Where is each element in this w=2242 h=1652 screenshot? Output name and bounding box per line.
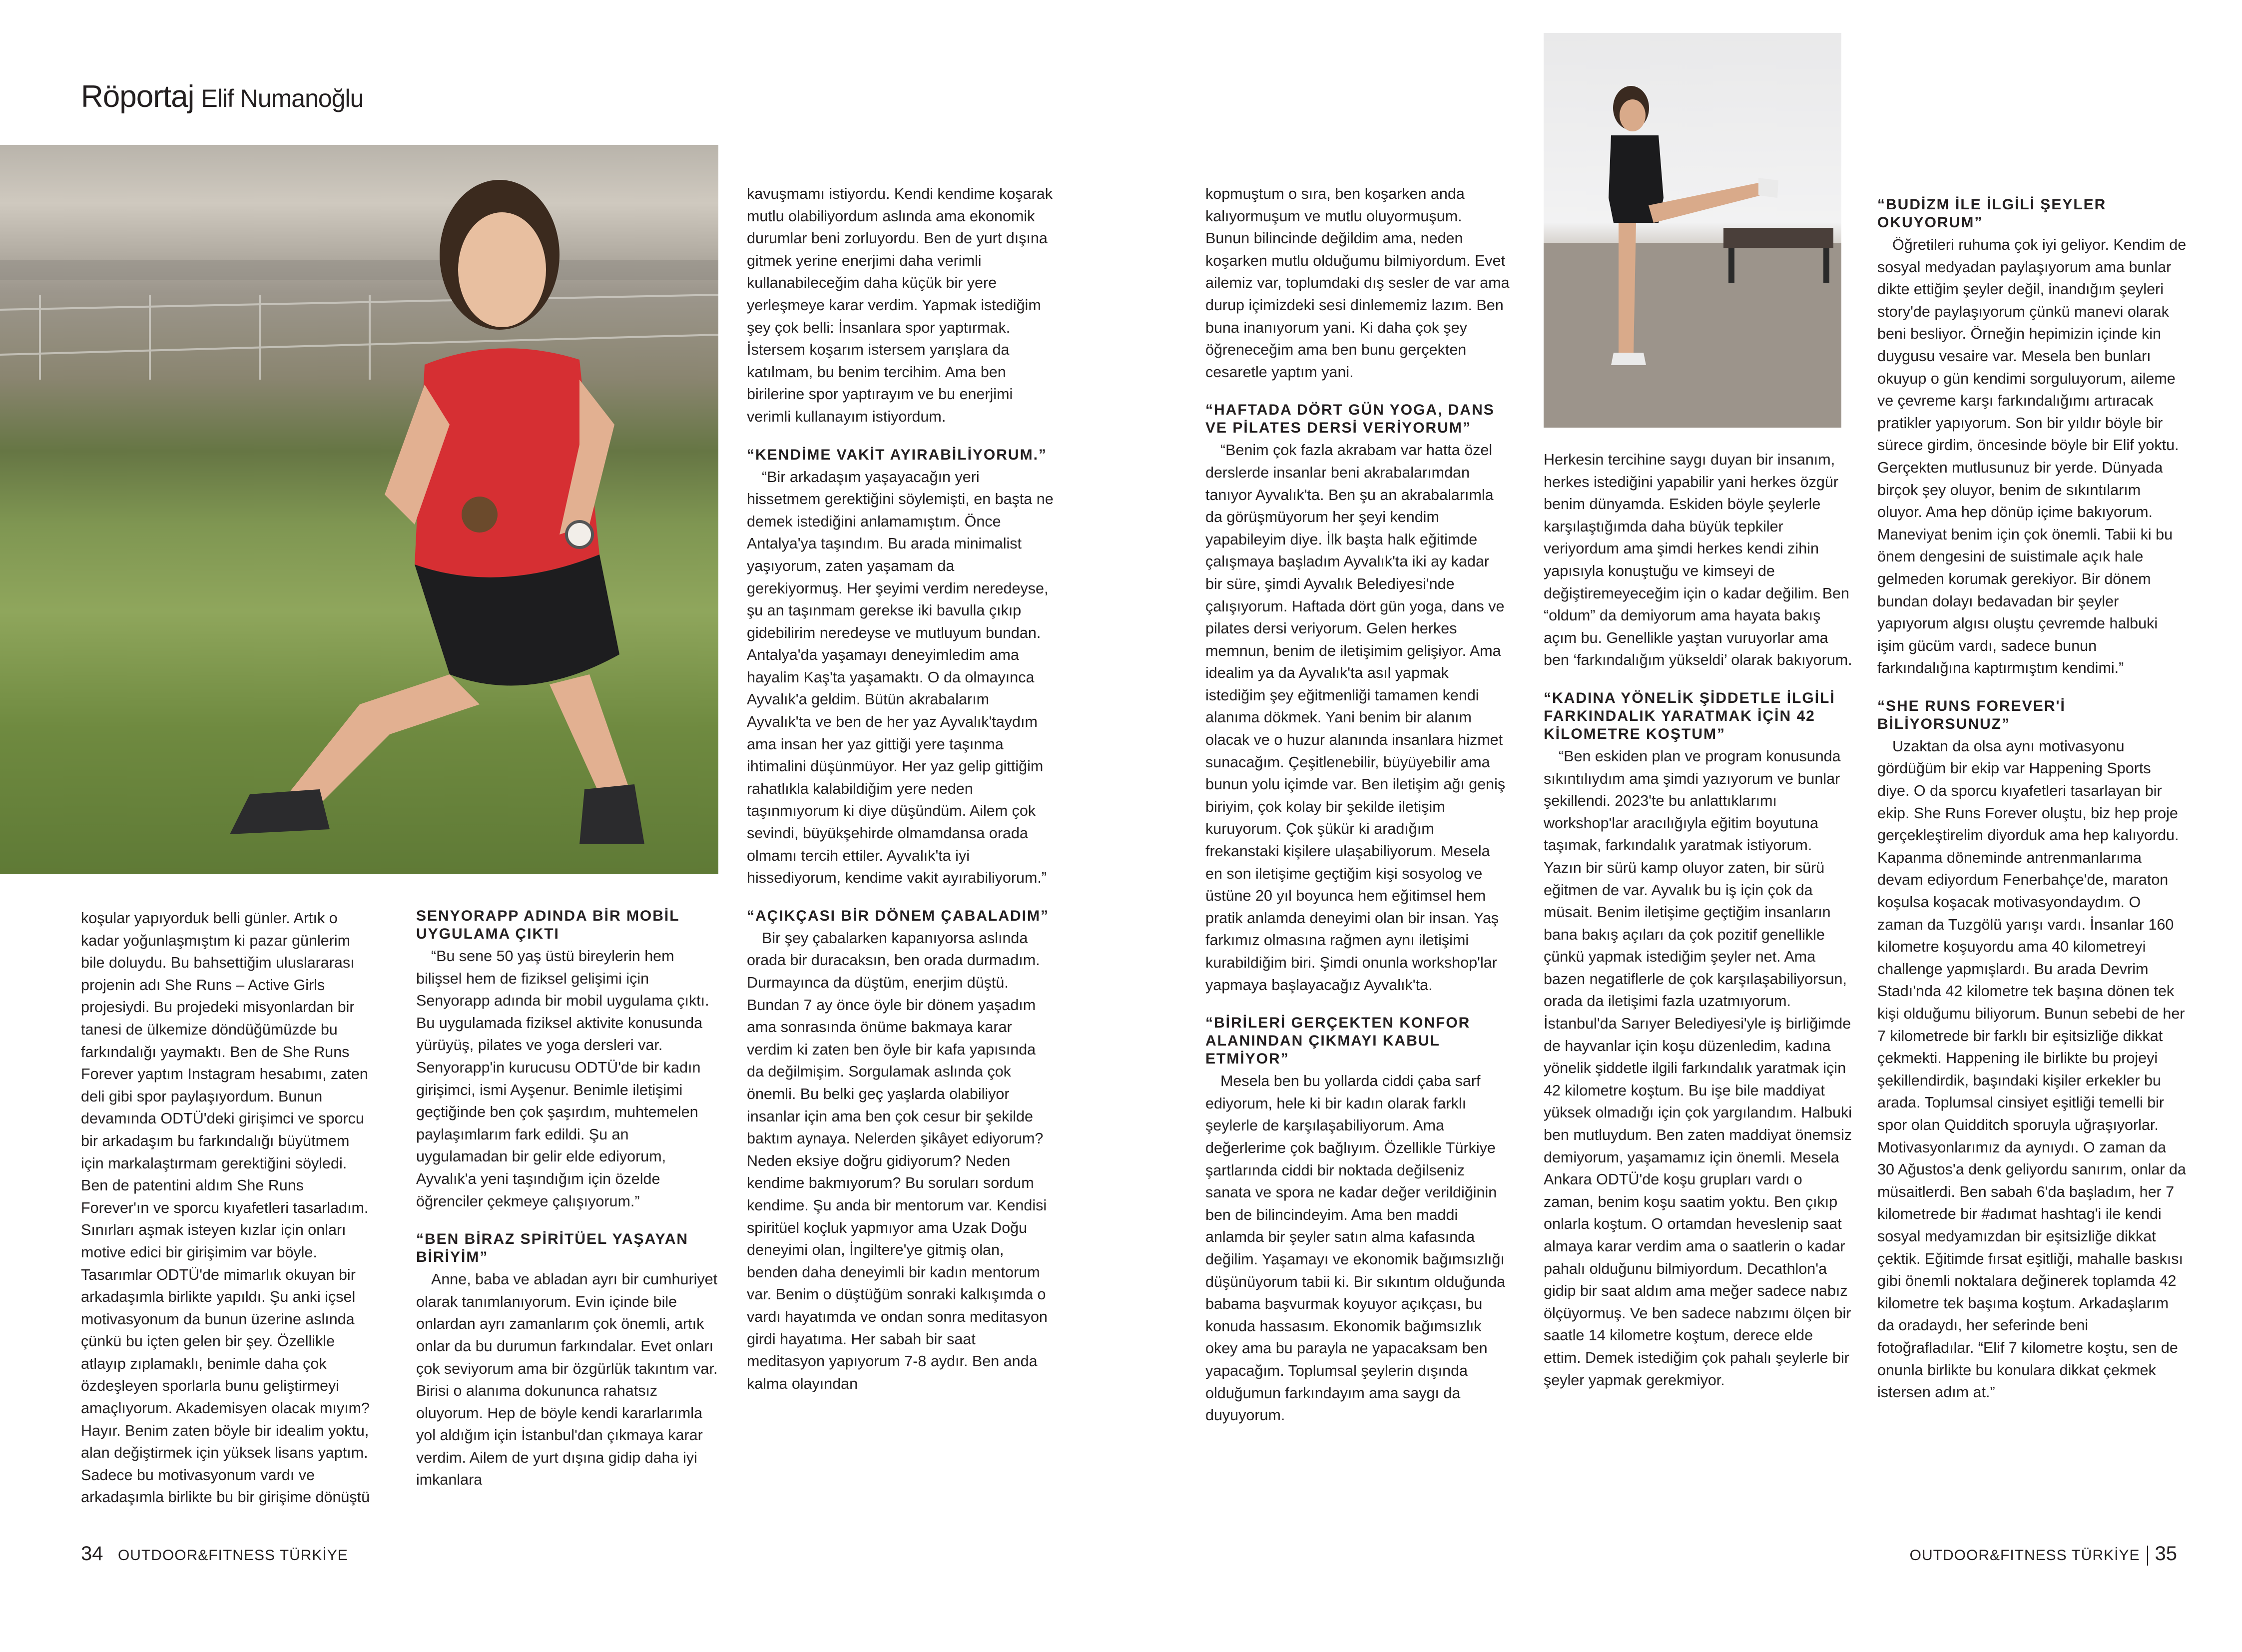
column-2 — [416, 907, 721, 1491]
section-title: Röportaj — [81, 79, 194, 114]
kick-illustration — [1544, 33, 1841, 428]
author-name: Elif Numanoğlu — [201, 84, 364, 112]
footer-left — [81, 1543, 348, 1565]
subheading: “HAFTADA DÖRT GÜN YOGA, DANS VE PİLATES DERSİ VERİYORUM” — [1205, 402, 1495, 437]
paragraph: Mesela ben bu yollarda ciddi çaba sarf ediyorum, hele ki bir kadın olarak farklı şeylerle de karşılaşabiliyorum. Ama değerlerime çok bağlıyım. Özellikle Türkiye şartlarında ciddi bir noktada değilseniz sanata ve spora ne kadar değer verildiğinin ben de bilincindeyim. Ama ben maddi anlamda bir şeyler satın alma kafasında değilim. Yaşamayı ve ekonomik bağımsızlığı düşünüyorum tabii ki. Bir sıkıntım olduğunda babama başvurmak koyuyor açıkçası, bu konuda hassasım. Ekonomik bağımsızlık okey ama bu parayla ne yapacaksam ben yapacağım. Toplumsal şeylerin dışında olduğumun farkındayım ama saygı da duyuyorum. — [1205, 1073, 1506, 1424]
page-number: 34 — [81, 1543, 103, 1565]
runner-illustration — [0, 145, 718, 874]
column-5 — [1544, 449, 1853, 1391]
column-6 — [1877, 196, 2187, 1404]
column-1 — [81, 907, 373, 1509]
subheading: SENYORAPP ADINDA BİR MOBİL UYGULAMA ÇIKTI — [416, 908, 680, 942]
right-page — [1121, 0, 2242, 1652]
paragraph: Uzaktan da olsa aynı motivasyonu gördüğüm bir ekip var Happening Sports diye. O da sporcu kıyafetleri tasarlayan bir ekip. She Runs Forever oluştu, biz hep proje gerçekleştirelim diyorduk ama hep kalıyordu. Kapanma döneminde antrenmanlarıma devam ediyordum Fenerbahçe'de, maraton koşulsa koşacak motivasyondaydım. O zaman da Tuzgölü yarışı vardı. İnsanlar 160 kilometre koşuyordu ama 40 kilometreyi challenge yapmışlardı. Bu arada Devrim Stadı'nda 42 kilometre tek başına dönen tek kişi olduğumu biliyorum. Bunun sebebi de her 7 kilometrede bir farklı bir eşitsizliğe dikkat çekmekti. Happening ile birlikte bu projeyi şekillendirdik, başındaki kişiler erkekler bu arada. Toplumsal cinsiyet eşitliği temelli bir spor olan Quidditch sporuyla uğraşıyorlar. Motivasyonlarımız da aynıydı. O zaman da 30 Ağustos'a denk geliyordu sanırım, onlar da müsaitlerdi. Ben sabah 6'da başladım, her 7 kilometrede bir #adımat hashtag'i ile kendi sosyal medyamızdan bir eşitsizliğe dikkat çektik. Eğitimde fırsat eşitliği, mahalle baskısı gibi önemli noktalara değinerek toplamda 42 kilometre tek başıma koştum. Arkadaşlarım da oradaydı, her seferinde beni fotoğrafladılar. “Elif 7 kilometre koştu, sen de onunla birlikte bu konulara dikkat çekmek istersen adım at.” — [1877, 737, 2186, 1401]
paragraph: “Ben eskiden plan ve program konusunda sıkıntılıydım ama şimdi yazıyorum ve bunlar şekillendi. 2023'te bu anlattıklarımı workshop'lar aracılığıyla eğitim boyutuna taşımak, farkındalık yaratmak istiyorum. Yazın bir sürü kamp oluyor zaten, bir sürü eğitmen de var. Ayvalık bu iş için çok da müsait. Benim iletişime geçtiğim insanların bana bakış açıları da çok pozitif genellikle çünkü yapmak istediğim şeyler net. Ama bazen negatiflerle de çok karşılaşabiliyorsun, orada da iletişimi fazla uzatmıyorum. İstanbul'da Sarıyer Belediyesi'yle iş birliğimde de hayvanlar için koşu düzenledim, kadına yönelik şiddetle ilgili farkındalık yaratmak için 42 kilometre koştum. Bu işe bile maddiyat yüksek olmadığı için çok yargılandım. Halbuki ben mutluydum. Ben zaten maddiyat önemsiz demiyorum, yaşamamız için önemli. Mesela Ankara ODTÜ'de koşu grupları vardı o zaman, benim koşu saatim yoktu. Ben çıkıp onlarla koştum. O ortamdan heveslenip saat almaya karar verdim ama o saatlerin o kadar pahalı olduğunu bilmiyordum. Decathlon'a gidip bir saat aldım ama meğer sadece nabız ölçüyormuş. Ve ben sadece nabzımı ölçen bir saatle 14 kilometre koştum, derece elde ettim. Demek istediğim çok pahalı şeylerle bir şeyler yapmak gerekmiyor. — [1544, 747, 1852, 1389]
subheading: “BİRİLERİ GERÇEKTEN KONFOR ALANINDAN ÇIKMAYI KABUL ETMİYOR” — [1205, 1015, 1471, 1068]
paragraph: Herkesin tercihine saygı duyan bir insanım, herkes istediğini yapabilir yani herkes özgür benim dünyamda. Eskiden böyle şeylerle karşılaştığımda daha büyük tepkiler veriyordum ama şimdi herkes kendi zihin yapısıyla konuştuğu ve kimseyi de değiştiremeyeceğim için o kadar değilim. Ben “oldum” da demiyorum ama hayata bakış açım bu. Genellikle yaştan vuruyorlar ama ben ‘farkındalığım yükseldi’ olarak bakıyorum. — [1544, 451, 1852, 669]
subheading: “KADINA YÖNELİK ŞİDDETLE İLGİLİ FARKINDALIK YARATMAK İÇİN 42 KİLOMETRE KOŞTUM” — [1544, 689, 1835, 742]
subheading: “BUDİZM İLE İLGİLİ ŞEYLER OKUYORUM” — [1877, 196, 2107, 231]
paragraph: “Bu sene 50 yaş üstü bireylerin hem bilişsel hem de fiziksel gelişimi için Senyorapp adında bir mobil uygulama çıktı. Bu uygulamada fiziksel aktivite konusunda yürüyüş, pilates ve yoga dersleri var. Senyorapp'in kurucusu ODTÜ'de bir kadın girişimci, ismi Ayşenur. Benimle iletişimi geçtiğinde ben çok şaşırdım, muhtemelen paylaşımlarım fark edildi. Şu an uygulamadan bir gelir elde ediyorum, Ayvalık'a yeni taşındığım için özelde öğrenciler çekmeye çalışıyorum.” — [416, 948, 709, 1210]
paragraph: “Benim çok fazla akrabam var hatta özel derslerde insanlar beni akrabalarımdan tanıyor Ayvalık'ta. Ben şu an akrabalarımla da görüşmüyorum her şeyi kendim yapabileyim diye. İlk başta halk eğitimde çalışmaya başladım Ayvalık'ta iki ay kadar bir süre, şimdi Ayvalık Belediyesi'nde çalışıyorum. Haftada dört gün yoga, dans ve pilates dersi veriyorum. Gelen herkes memnun, benim de iletişimim gelişiyor. Ama idealim ya da Ayvalık'ta asıl yapmak istediğim şey eğitmenliği tamamen kendi alanıma dökmek. Yani benim bir alanım olacak ve o huzur alanında insanlara hizmet sunacağım. Çeşitlenebilir, büyüyebilir ama bunun yolu içimde var. Ben iletişim ağı geniş biriyim, çok kolay bir şekilde iletişim kuruyorum. Çok şükür ki aradığım frekanstaki kişilere ulaşabiliyorum. Mesela en son iletişime geçtiğim kişi sosyolog ve üstüne 20 yıl boyunca hem eğitimsel hem pratik anlamda deneyimi olan bir insan. Yaş farkımız olmasına rağmen aynı iletişimi kurabildiğim biri. Şimdi onunla workshop'lar yapmaya başlayacağız Ayvalık'ta. — [1205, 442, 1506, 994]
page-number: 35 — [2155, 1543, 2177, 1565]
magazine-name: OUTDOOR&FITNESS TÜRKİYE — [117, 1547, 348, 1564]
subheading: “AÇIKÇASI BİR DÖNEM ÇABALADIM” — [747, 907, 1049, 924]
side-photo — [1544, 33, 1841, 428]
footer-divider — [2147, 1546, 2148, 1566]
paragraph: kopmuştum o sıra, ben koşarken anda kalıyormuşum ve mutlu oluyormuşum. Bunun bilincinde değildim ama, neden koşarken mutlu olduğumu bilmiyordum. Evet ailemiz var, toplumdaki dış sesler de var ama durup içimizdeki sesi dinlememiz lazım. Ben buna inanıyorum yani. Ki daha çok şey öğreneceğim ama ben bunu gerçekten cesaretle yaptım yani. — [1205, 185, 1510, 381]
paragraph: Bir şey çabalarken kapanıyorsa aslında orada bir duracaksın, ben orada durmadım. Durmayınca da düştüm, enerjim düştü. Bundan 7 ay önce öyle bir dönem yaşadım ama sonrasında önüme bakmaya karar verdim ki zaten ben öyle bir kafa yapısında da değilmişim. Sorgulamak aslında çok önemli. Bu belki geç yaşlarda olabiliyor insanlar için ama ben çok cesur bir şekilde baktım aynaya. Nelerden şikâyet ediyorum? Neden eksiye doğru gidiyorum? Neden kendime bakmıyorum? Bu soruları sordum kendime. Şu anda bir mentorum var. Kendisi spiritüel koçluk yapmıyor ama Uzak Doğu deneyimi olan, İngiltere'ye gitmiş olan, benden daha deneyimli bir kadın mentorum var. Benim o düştüğüm sonraki kalkışımda o vardı hayatımda ve ondan sonra meditasyon girdi hayatıma. Her sabah bir saat meditasyon yapıyorum 7-8 aydır. Ben anda kalma olayından — [747, 929, 1048, 1392]
column-3 — [747, 183, 1054, 1395]
subheading: “SHE RUNS FOREVER'İ BİLİYORSUNUZ” — [1877, 697, 2066, 732]
main-photo — [0, 145, 718, 874]
paragraph: “Bir arkadaşım yaşayacağın yeri hissetmem gerektiğini söylemişti, en başta ne demek istediğini anlamamıştım. Önce Antalya'ya taşındım. Bu arada minimalist yaşıyorum, zaten yaşamam da gerekiyormuş. Her şeyimi verdim neredeyse, şu an taşınmam gerekse iki bavulla çıkıp gidebilirim neredeyse ve mutluyum bundan. Antalya'da yaşamayı deneyimledim ama hayalim Kaş'ta yaşamaktı. O da olmayınca Ayvalık'a geldim. Bütün akrabalarım Ayvalık'ta ve ben de her yaz Ayvalık'taydım ama insan her yaz gittiği yere taşınma ihtimalini düşünmüyor. Her yaz gelip gittiğim rahatlıkla kalabildiğim yere neden taşınmıyorum ki diye düşündüm. Ailem çok sevindi, büyükşehirde olmamdansa orada olmamı tercih ettiler. Ayvalık'ta iyi hissediyorum, kendime vakit ayırabiliyorum.” — [747, 468, 1054, 887]
paragraph: Anne, baba ve abladan ayrı bir cumhuriyet olarak tanımlanıyorum. Evin içinde bile onlardan ayrı zamanlarım çok önemli, artık onlar da bu durumun farkındalar. Evet onları çok seviyorum ama bir özgürlük takıntım var. Birisi o alanıma dokununca rahatsız oluyorum. Hep de böyle kendi kararlarımla yol aldığım için İstanbul'dan çıkmaya karar verdim. Ailem de yurt dışına gidip daha iyi imkanlara — [416, 1271, 718, 1489]
paragraph: kavuşmamı istiyordu. Kendi kendime koşarak mutlu olabiliyordum aslında ama ekonomik durumlar beni zorluyordu. Ben de yurt dışına gitmek yerine enerjimi daha verimli kullanabileceğim daha küçük bir yere yerleşmeye karar verdim. Yapmak istediğim şey çok belli: İnsanlara spor yaptırmak. İstersem koşarım istersem yarışlara da katılmam, bu benim tercihim. Ama ben birilerine spor yaptırayım ve bu enerjimi verimli kullanayım istiyordum. — [747, 185, 1053, 425]
magazine-name: OUTDOOR&FITNESS TÜRKİYE — [1909, 1547, 2140, 1564]
paragraph: Öğretileri ruhuma çok iyi geliyor. Kendim de sosyal medyadan paylaşıyorum ama bunlar dikte ettiğim şeyler değil, inandığım şeyleri story'de paylaşıyorum çünkü manevi olarak beni besliyor. Örneğin hepimizin içinde kin duygusu vesaire var. Mesela ben bunları okuyup o gün kendimi sorguluyorum, aileme ve çevreme karşı farkındalığımı artıracak pratikler yapıyorum. Son bir yıldır böyle bir sürece girdim, öncesinde böyle bir Elif yoktu. Gerçekten mutlusunuz bir yerde. Dünyada birçok şey oluyor, benim de sıkıntılarım oluyor. Ama hep dönüp içime bakıyorum. Maneviyat benim için çok önemli. Tabii ki bu önem dengesini de suistimale açık hale gelmeden korumak gerekiyor. Bir dönem bundan dolayı bedavadan bir şeyler yapıyorum algısı oluştu çevremde halbuki işim gücüm vardı, sadece bunun farkındalığına kaptırmıştım kendimi.” — [1877, 236, 2187, 677]
subheading: “BEN BİRAZ SPİRİTÜEL YAŞAYAN BİRİYİM” — [416, 1231, 689, 1266]
section-header — [81, 79, 363, 114]
column-4 — [1205, 183, 1510, 1427]
footer-right — [1910, 1543, 2177, 1566]
paragraph: koşular yapıyorduk belli günler. Artık o kadar yoğunlaşmıştım ki pazar günlerim bile doluydu. Bu bahsettiğim uluslararası projenin adı She Runs – Active Girls projesiydi. Bu projedeki misyonlardan bir tanesi de ülkemize döndüğümüzde bu farkındalığı yaymaktı. Ben de She Runs Forever yaptım Instagram hesabımı, zaten deli gibi spor paylaşıyordum. Bunun devamında ODTÜ'deki girişimci ve sporcu bir arkadaşım bu farkındalığı büyütmem için markalaştırmam gerektiğini söyledi. Ben de patentini aldım She Runs Forever'ın ve sporcu kıyafetleri tasarladım. Sınırları aşmak isteyen kızlar için onları motive edici bir girişimim var böyle. Tasarımlar ODTÜ'de mimarlık okuyan bir arkadaşımla birlikte yapıldı. Şu anki içsel motivasyonum da bunun üzerine aslında çünkü bu içten gelen bir şey. Özellikle atlayıp zıplamaklı, benimle daha çok özdeşleyen sporlarla bunu geliştirmeyi amaçlıyorum. Akademisyen olacak mıyım? Hayır. Benim zaten böyle bir idealim yoktu, alan değiştirmek için yüksek lisans yaptım. Sadece bu motivasyonum vardı ve arkadaşımla birlikte bu bir girişime dönüştü — [81, 910, 370, 1506]
subheading: “KENDİME VAKİT AYIRABİLİYORUM.” — [747, 446, 1047, 463]
